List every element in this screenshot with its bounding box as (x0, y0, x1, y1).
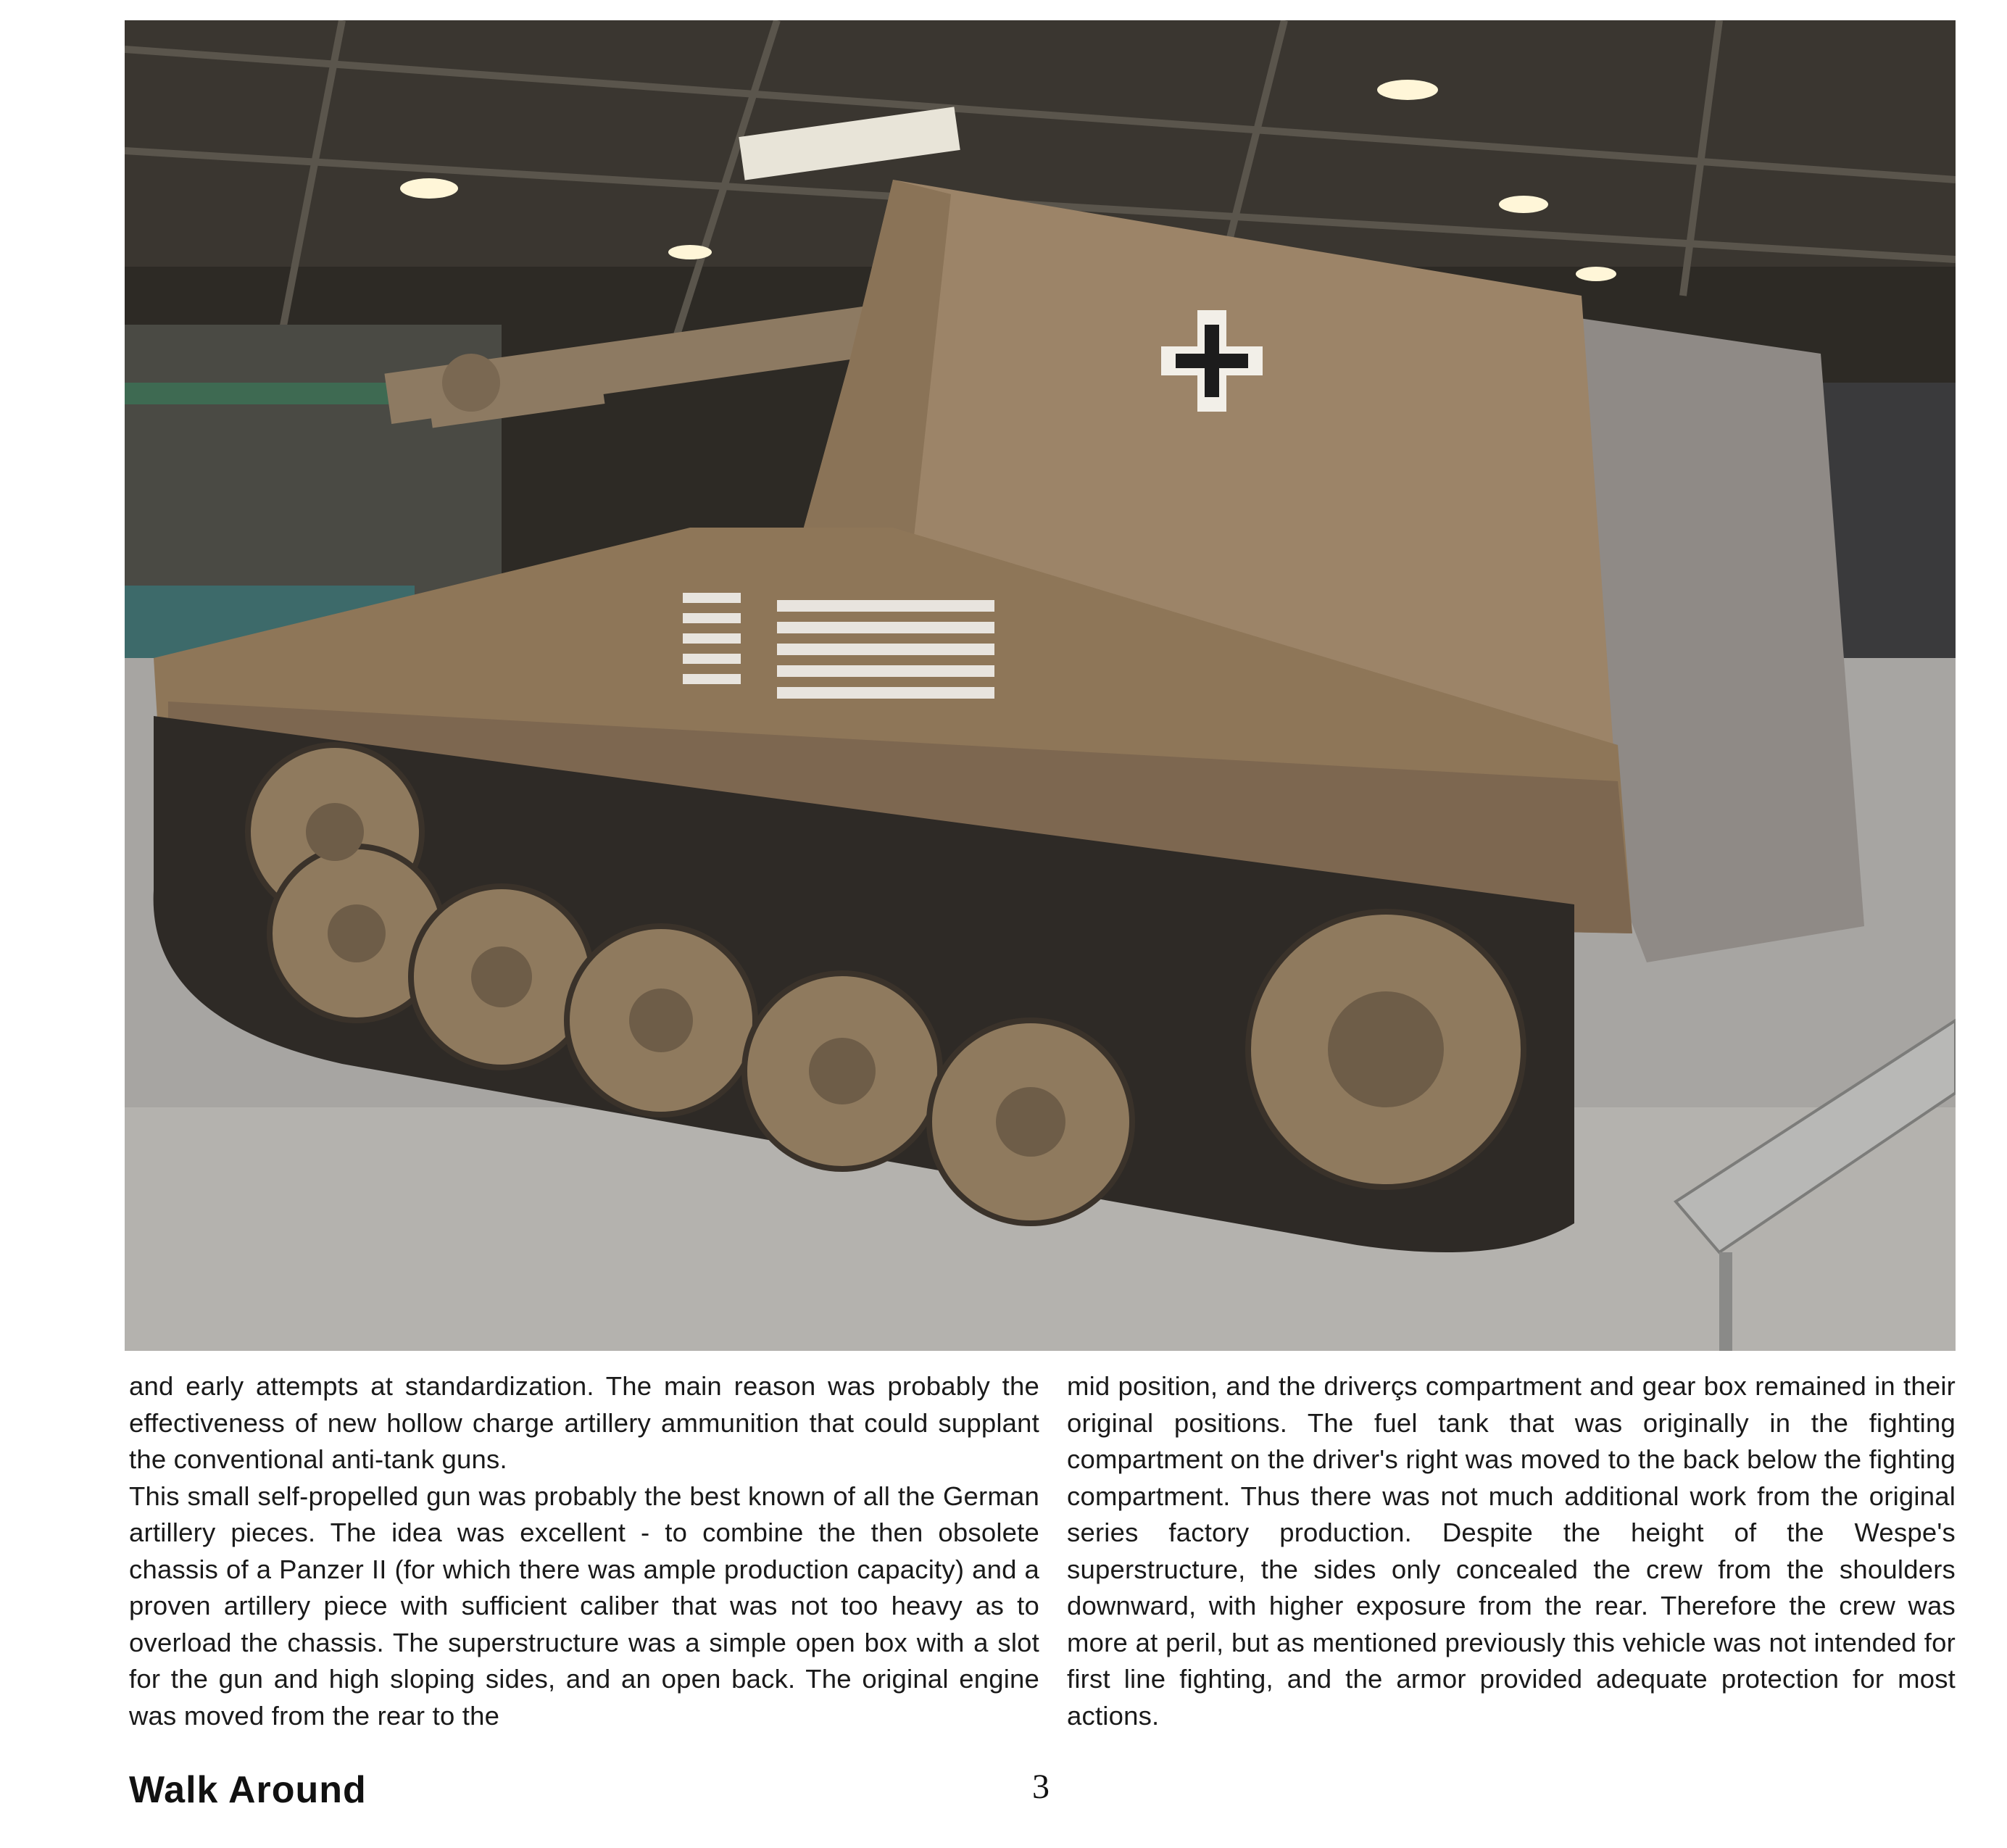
series-title: Walk Around (129, 1769, 367, 1811)
body-paragraph: and early attempts at standardization. The main reason was probably the effectiveness of new hollow charge artillery ammunition that could supplant the conventional anti-tank guns. (129, 1371, 1039, 1474)
body-paragraph: This small self-propelled gun was probably the best known of all the German artillery pieces. The idea was excellent - to combine the then obsolete chassis of a Panzer II (for which there was ample production capacity) and a proven artillery piece with sufficient caliber that was not too heavy as to overload the chassis. The superstructure was a simple open box with a slot for the gun and high sloping sides, and an open back. The original engine was moved from the rear to the (129, 1481, 1039, 1731)
text-column-left (129, 1368, 1039, 1734)
body-paragraph: mid position, and the driverçs compartment and gear box remained in their original positions. The fuel tank that was originally in the fighting compartment on the driver's right was moved to the back below the fighting compartment. Thus there was not much additional work from the original series factory production. Despite the height of the Wespe's superstructure, the sides only concealed the crew from the shoulders downward, with higher exposure from the rear. Therefore the crew was more at peril, but as mentioned previously this vehicle was not intended for first line fighting, and the armor provided adequate protection for most actions. (1067, 1371, 1956, 1731)
page-number: 3 (1032, 1768, 1050, 1806)
vehicle-photo (125, 20, 1956, 1351)
wespe-photo-illustration (125, 20, 1956, 1351)
text-column-right (1067, 1368, 1956, 1734)
